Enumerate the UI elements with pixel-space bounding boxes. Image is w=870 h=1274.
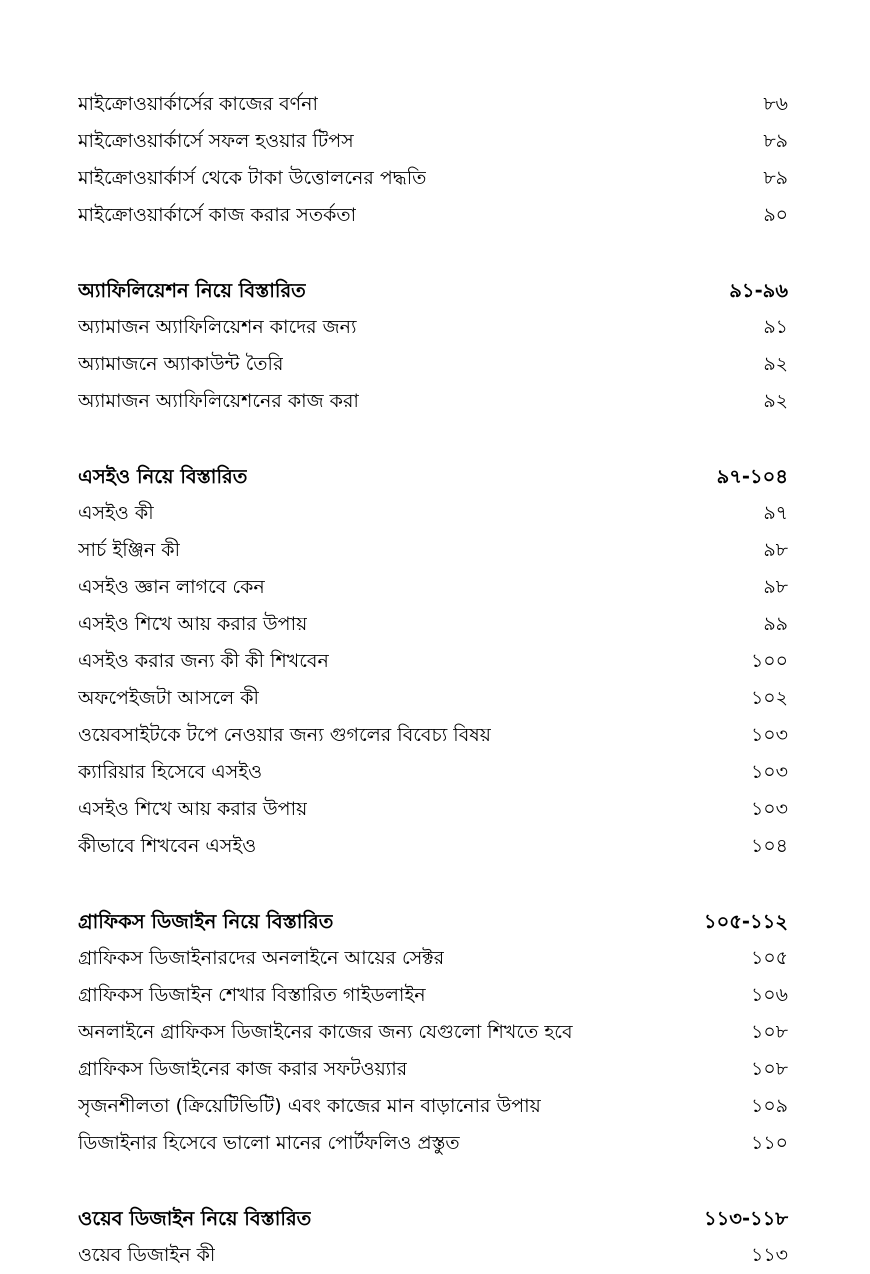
- toc-entry-page: ৯৭: [763, 502, 788, 524]
- toc-heading-page: ৯৭-১০৪: [716, 465, 788, 488]
- toc-entry-page: ১০৯: [750, 1095, 788, 1117]
- toc-heading-page: ১১৩-১১৮: [703, 1207, 788, 1230]
- section-spacer: [78, 234, 788, 272]
- toc-entry-title: গ্রাফিকস ডিজাইনের কাজ করার সফটওয়্যার: [78, 1058, 408, 1080]
- toc-entry: [78, 1014, 788, 1051]
- toc-entry: [78, 569, 788, 606]
- toc-entry-page: ৯৯: [763, 613, 788, 635]
- toc-entry: [78, 791, 788, 828]
- toc-entry: [78, 86, 788, 123]
- toc-entry: [78, 495, 788, 532]
- toc-entry: [78, 532, 788, 569]
- toc-entry-title: অনলাইনে গ্রাফিকস ডিজাইনের কাজের জন্য যেগুলো শিখতে হবে: [78, 1021, 573, 1043]
- toc-section-microworkers: [78, 86, 788, 234]
- toc-entry: [78, 717, 788, 754]
- toc-section-affiliation: [78, 272, 788, 420]
- toc-entry-page: ১০৫: [750, 947, 788, 969]
- toc-entry-title: ওয়েব ডিজাইন কী: [78, 1244, 216, 1266]
- toc-entry-title: মাইক্রোওয়ার্কার্সে সফল হওয়ার টিপস: [78, 130, 354, 152]
- toc-entry-page: ১০৪: [750, 835, 788, 857]
- toc-entry-title: এসইও করার জন্য কী কী শিখবেন: [78, 650, 329, 672]
- toc-entry-title: মাইক্রোওয়ার্কার্স থেকে টাকা উত্তোলনের পদ্ধতি: [78, 167, 427, 189]
- toc-entry-title: মাইক্রোওয়ার্কার্সে কাজ করার সতর্কতা: [78, 204, 357, 226]
- toc-entry-title: সার্চ ইঞ্জিন কী: [78, 539, 181, 561]
- table-of-contents: [78, 86, 788, 1274]
- section-spacer: [78, 865, 788, 903]
- toc-entry-page: ১০৬: [750, 984, 788, 1006]
- toc-entry-title: ওয়েবসাইটকে টপে নেওয়ার জন্য গুগলের বিবেচ্য বিষয়: [78, 724, 491, 746]
- toc-entry-page: ৮৯: [763, 167, 788, 189]
- section-spacer: [78, 1162, 788, 1200]
- toc-section-seo: [78, 458, 788, 865]
- toc-section-web-design: [78, 1200, 788, 1274]
- toc-section-graphics-design: [78, 903, 788, 1162]
- toc-section-heading: [78, 272, 788, 309]
- toc-entry-page: ৯১: [763, 316, 788, 338]
- toc-entry: [78, 1125, 788, 1162]
- toc-entry: [78, 1237, 788, 1274]
- toc-entry-page: ৯৮: [763, 539, 788, 561]
- toc-heading-title: ওয়েব ডিজাইন নিয়ে বিস্তারিত: [78, 1207, 312, 1230]
- toc-entry-page: ১১৩: [750, 1244, 788, 1266]
- toc-entry-title: ডিজাইনার হিসেবে ভালো মানের পোর্টফলিও প্রস্তুত: [78, 1132, 460, 1154]
- toc-entry-page: ৯২: [763, 390, 788, 412]
- toc-entry-page: ১১০: [750, 1132, 788, 1154]
- toc-entry: [78, 197, 788, 234]
- toc-entry-page: ১০৮: [750, 1058, 788, 1080]
- toc-entry: [78, 383, 788, 420]
- toc-entry-title: ক্যারিয়ার হিসেবে এসইও: [78, 761, 263, 783]
- toc-section-heading: [78, 903, 788, 940]
- toc-entry: [78, 309, 788, 346]
- toc-entry-title: গ্রাফিকস ডিজাইনারদের অনলাইনে আয়ের সেক্টর: [78, 947, 445, 969]
- toc-entry: [78, 606, 788, 643]
- toc-entry-page: ৯২: [763, 353, 788, 375]
- toc-entry: [78, 754, 788, 791]
- toc-entry-page: ১০২: [750, 687, 788, 709]
- toc-heading-title: গ্রাফিকস ডিজাইন নিয়ে বিস্তারিত: [78, 910, 334, 933]
- toc-entry: [78, 123, 788, 160]
- toc-entry-title: এসইও কী: [78, 502, 154, 524]
- toc-entry: [78, 643, 788, 680]
- toc-entry: [78, 680, 788, 717]
- toc-entry-title: মাইক্রোওয়ার্কার্সের কাজের বর্ণনা: [78, 93, 318, 115]
- toc-heading-page: ৯১-৯৬: [729, 279, 788, 302]
- toc-entry-page: ১০৩: [750, 798, 788, 820]
- toc-section-heading: [78, 1200, 788, 1237]
- section-spacer: [78, 420, 788, 458]
- toc-entry-title: অফপেইজটা আসলে কী: [78, 687, 259, 709]
- toc-entry: [78, 346, 788, 383]
- toc-entry-title: এসইও শিখে আয় করার উপায়: [78, 613, 308, 635]
- toc-entry: [78, 160, 788, 197]
- toc-entry-title: গ্রাফিকস ডিজাইন শেখার বিস্তারিত গাইডলাইন: [78, 984, 426, 1006]
- toc-entry-title: অ্যামাজনে অ্যাকাউন্ট তৈরি: [78, 353, 284, 375]
- toc-entry: [78, 1051, 788, 1088]
- toc-entry-page: ১০৮: [750, 1021, 788, 1043]
- toc-entry-title: এসইও জ্ঞান লাগবে কেন: [78, 576, 265, 598]
- toc-heading-title: এসইও নিয়ে বিস্তারিত: [78, 465, 248, 488]
- toc-entry-title: অ্যামাজন অ্যাফিলিয়েশন কাদের জন্য: [78, 316, 357, 338]
- toc-entry-title: অ্যামাজন অ্যাফিলিয়েশনের কাজ করা: [78, 390, 359, 412]
- toc-entry-page: ১০০: [750, 650, 788, 672]
- toc-entry: [78, 977, 788, 1014]
- toc-entry: [78, 1088, 788, 1125]
- toc-entry-page: ৮৬: [763, 93, 788, 115]
- toc-heading-title: অ্যাফিলিয়েশন নিয়ে বিস্তারিত: [78, 279, 306, 302]
- toc-entry-title: এসইও শিখে আয় করার উপায়: [78, 798, 308, 820]
- toc-entry-page: ৯০: [763, 204, 788, 226]
- toc-entry-title: সৃজনশীলতা (ক্রিয়েটিভিটি) এবং কাজের মান বাড়ানোর উপায়: [78, 1095, 541, 1117]
- toc-entry: [78, 940, 788, 977]
- toc-heading-page: ১০৫-১১২: [703, 910, 788, 933]
- toc-entry-page: ১০৩: [750, 761, 788, 783]
- toc-section-heading: [78, 458, 788, 495]
- toc-entry-page: ৯৮: [763, 576, 788, 598]
- toc-entry-title: কীভাবে শিখবেন এসইও: [78, 835, 257, 857]
- toc-entry-page: ৮৯: [763, 130, 788, 152]
- toc-entry-page: ১০৩: [750, 724, 788, 746]
- toc-entry: [78, 828, 788, 865]
